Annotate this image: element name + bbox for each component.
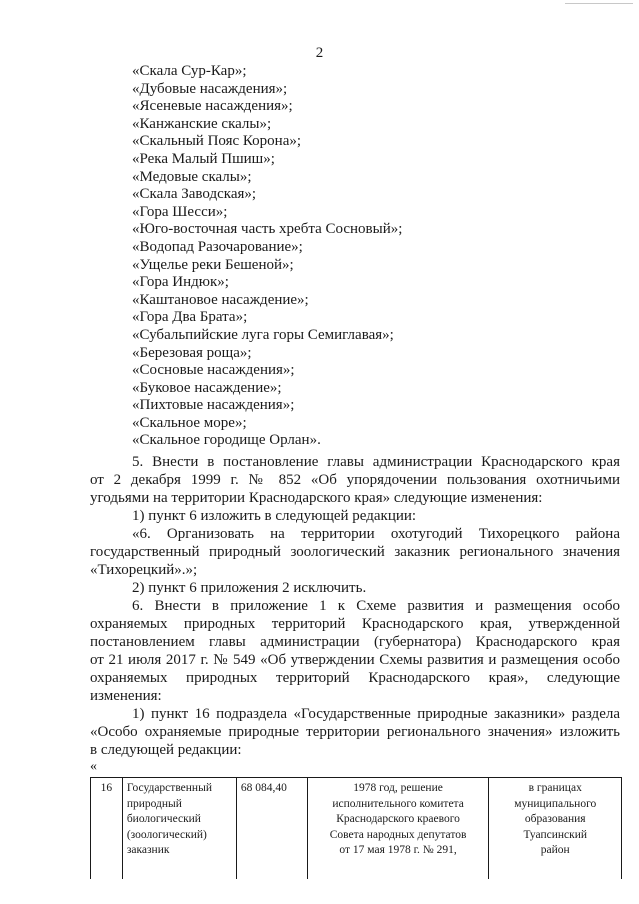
section5-quote-line: «Тихорецкий».»;	[90, 562, 198, 578]
cell-text-line: район	[540, 844, 570, 856]
list-item: «Буковое насаждение»;	[132, 379, 282, 396]
cell-text-line: заказник	[126, 844, 170, 856]
section5-text-line: от 2 декабря 1999 г. № 852 «Об упорядочении пользования охотничьими	[90, 472, 620, 488]
list-item: «Медовые скалы»;	[132, 168, 252, 185]
list-item: «Гора Индюк»;	[132, 274, 229, 291]
section6-text-line: постановлением главы администрации (губернатора) Краснодарского края	[90, 634, 620, 650]
section6-item-1-line: «Особо охраняемые природные территории регионального значения» изложить	[90, 724, 620, 740]
list-item: «Березовая роща»;	[132, 344, 252, 361]
cell-number: 16	[91, 778, 123, 880]
section5-text-line: угодьями на территории Краснодарского края» следующие изменения:	[90, 490, 543, 506]
protected-areas-list	[132, 63, 402, 450]
section6-text-line: изменения:	[90, 688, 162, 704]
list-item: «Скальное море»;	[132, 414, 247, 431]
cell-name	[122, 778, 236, 880]
section6-item-1-line: 1) пункт 16 подраздела «Государственные природные заказники» раздела	[132, 706, 620, 722]
cell-text-line: Совета народных депутатов	[329, 828, 467, 841]
protected-areas-table	[90, 777, 622, 879]
list-item: «Гора Два Брата»;	[132, 309, 248, 326]
cell-location	[489, 778, 622, 880]
page-number: 2	[315, 45, 324, 61]
section6-text-line: охраняемых природных территорий Краснодарского края», следующие	[90, 670, 620, 686]
cell-text-line: (зоологический)	[126, 828, 207, 841]
cell-basis	[307, 778, 489, 880]
section6-item-1-line: в следующей редакции:	[90, 742, 242, 758]
section5-item-1: 1) пункт 6 изложить в следующей редакции:	[132, 508, 417, 524]
list-item: «Ясеневые насаждения»;	[132, 98, 293, 115]
list-item: «Гора Шесси»;	[132, 203, 228, 220]
cell-text-line: Краснодарского краевого	[336, 813, 460, 825]
section6-text-line: 6. Внести в приложение 1 к Схеме развития и размещения особо	[132, 598, 620, 614]
list-item: «Скальное городище Орлан».	[132, 432, 321, 449]
cell-text-line: Государственный	[126, 782, 212, 794]
list-item: «Пихтовые насаждения»;	[132, 397, 295, 414]
cell-text-line: муниципального	[514, 797, 597, 810]
table-row	[91, 778, 622, 880]
cell-text-line: образования	[524, 813, 586, 825]
list-item: «Ущелье реки Бешеной»;	[132, 256, 294, 273]
list-item: «Скала Сур-Кар»;	[132, 63, 247, 79]
section6-text-line: от 21 июля 2017 г. № 549 «Об утверждении Схемы развития и размещения особо	[90, 652, 620, 668]
cell-text-line: в границах	[528, 782, 582, 794]
list-item: «Река Малый Пшиш»;	[132, 150, 275, 167]
list-item: «Юго-восточная часть хребта Сосновый»;	[132, 221, 403, 238]
list-item: «Субальпийские луга горы Семиглавая»;	[132, 326, 394, 343]
header-rule	[565, 3, 633, 4]
cell-text-line: природный	[126, 797, 182, 810]
cell-area: 68 084,40	[236, 778, 307, 880]
list-item: «Скала Заводская»;	[132, 186, 257, 203]
cell-text-line: исполнительного комитета	[332, 797, 464, 810]
cell-text-line: 1978 год, решение	[353, 782, 443, 794]
cell-text-line: биологический	[126, 813, 201, 825]
list-item: «Скальный Пояс Корона»;	[132, 133, 302, 150]
section5-item-2: 2) пункт 6 приложения 2 исключить.	[132, 580, 367, 596]
list-item: «Водопад Разочарование»;	[132, 238, 303, 255]
section5-text-line: 5. Внести в постановление главы администрации Краснодарского края	[132, 454, 620, 470]
section6-text-line: охраняемых природных территорий Краснодарского края, утвержденной	[90, 616, 620, 632]
section5-quote-line: государственный природный зоологический заказник регионального значения	[90, 544, 620, 560]
open-quote-mark: «	[90, 759, 97, 774]
section5-quote-line: «6. Организовать на территории охотугодий Тихорецкого района	[132, 526, 620, 542]
list-item: «Дубовые насаждения»;	[132, 80, 288, 97]
list-item: «Каштановое насаждение»;	[132, 291, 309, 308]
cell-text-line: Туапсинский	[523, 828, 588, 841]
list-item: «Канжанские скалы»;	[132, 115, 272, 132]
cell-text-line: от 17 мая 1978 г. № 291,	[339, 844, 457, 856]
list-item: «Сосновые насаждения»;	[132, 362, 295, 379]
